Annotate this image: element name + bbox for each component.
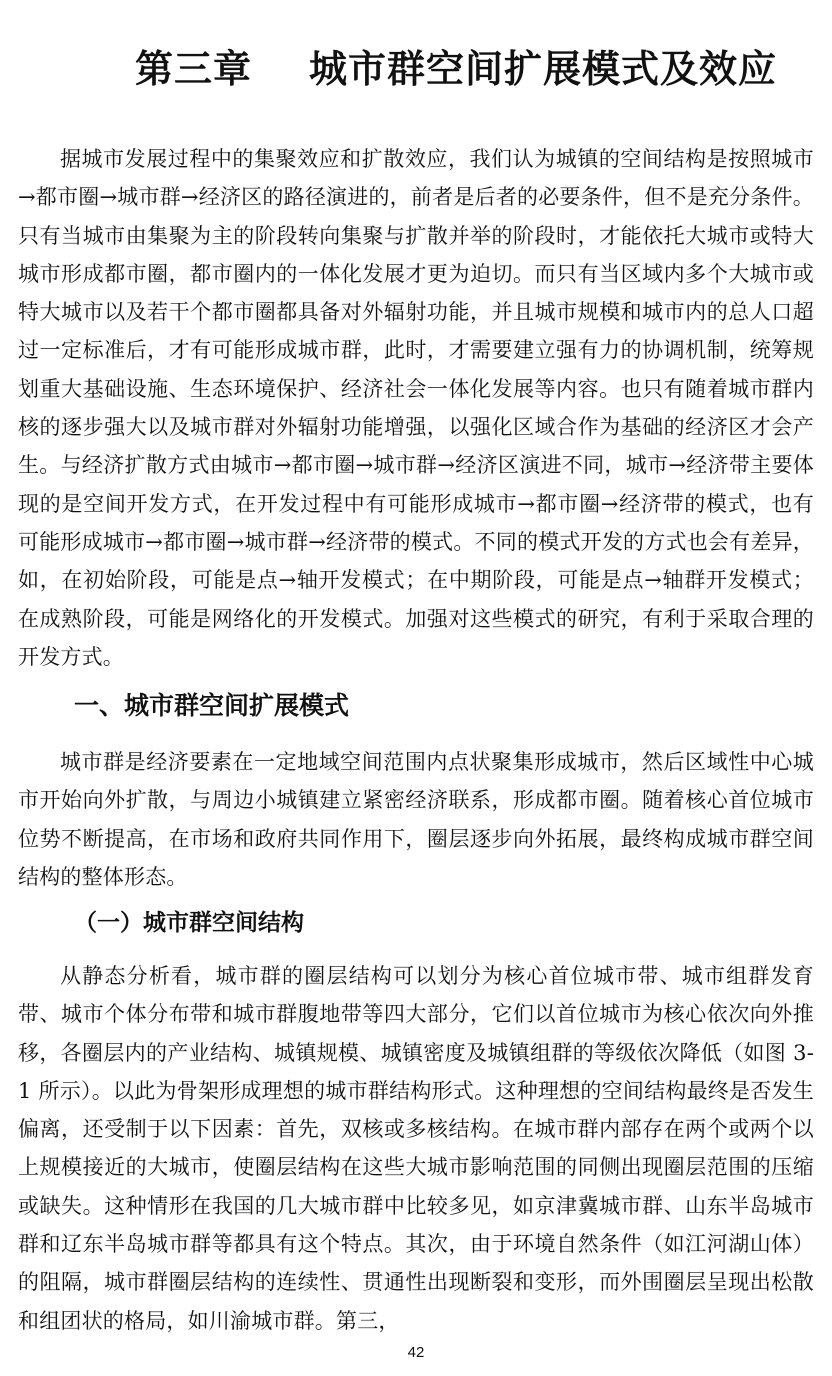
subsection-heading: （一）城市群空间结构 — [74, 910, 304, 936]
section-heading: 一、城市群空间扩展模式 — [74, 691, 350, 720]
intro-paragraph: 据城市发展过程中的集聚效应和扩散效应，我们认为城镇的空间结构是按照城市→都市圈→城市群→经济区的路径演进的，前者是后者的必要条件，但不是充分条件。只有当城市由集聚为主的阶段转向集聚与扩散并举的阶段时，才能依托大城市或特大城市形成都市圈，都市圈内的一体化发展才更为迫切。而只有当区域内多个大城市或特大城市以及若干个都市圈都具备对外辐射功能，并且城市规模和城市内的总人口超过一定标准后，才有可能形成城市群，此时，才需要建立强有力的协调机制，统筹规划重大基础设施、生态环境保护、经济社会一体化发展等内容。也只有随着城市群内核的逐步强大以及城市群对外辐射功能增强，以强化区域合作为基础的经济区才会产生。与经济扩散方式由城市→都市圈→城市群→经济区演进不同，城市→经济带主要体现的是空间开发方式，在开发过程中有可能形成城市→都市圈→经济带的模式，也有可能形成城市→都市圈→城市群→经济带的模式。不同的模式开发的方式也会有差异，如，在初始阶段，可能是点→轴开发模式；在中期阶段，可能是点→轴群开发模式；在成熟阶段，可能是网络化的开发模式。加强对这些模式的研究，有利于采取合理的开发方式。 — [18, 147, 814, 669]
page-number: 42 — [407, 1344, 425, 1361]
subsection-paragraph: 从静态分析看，城市群的圈层结构可以划分为核心首位城市带、城市组群发育带、城市个体分布带和城市群腹地带等四大部分，它们以首位城市为核心依次向外推移，各圈层内的产业结构、城镇规模、城镇密度及城镇组群的等级依次降低（如图 3-1 所示）。以此为骨架形成理想的城市群结构形式。这种理想的空间结构最终是否发生偏离，还受制于以下因素：首先，双核或多核结构。在城市群内部存在两个或两个以上规模接近的大城市，使圈层结构在这些大城市影响范围的同侧出现圈层范围的压缩或缺失。这种情形在我国的几大城市群中比较多见，如京津冀城市群、山东半岛城市群和辽东半岛城市群等都具有这个特点。其次，由于环境自然条件（如江河湖山体）的阻隔，城市群圈层结构的连续性、贯通性出现断裂和变形，而外围圈层呈现出松散和组团状的格局，如川渝城市群。第三， — [18, 964, 814, 1333]
section-paragraph: 城市群是经济要素在一定地域空间范围内点状聚集形成城市，然后区域性中心城市开始向外扩散，与周边小城镇建立紧密经济联系，形成都市圈。随着核心首位城市位势不断提高，在市场和政府共同作用下，圈层逐步向外拓展，最终构成城市群空间结构的整体形态。 — [18, 750, 814, 889]
chapter-title: 第三章 城市群空间扩展模式及效应 — [135, 47, 777, 92]
